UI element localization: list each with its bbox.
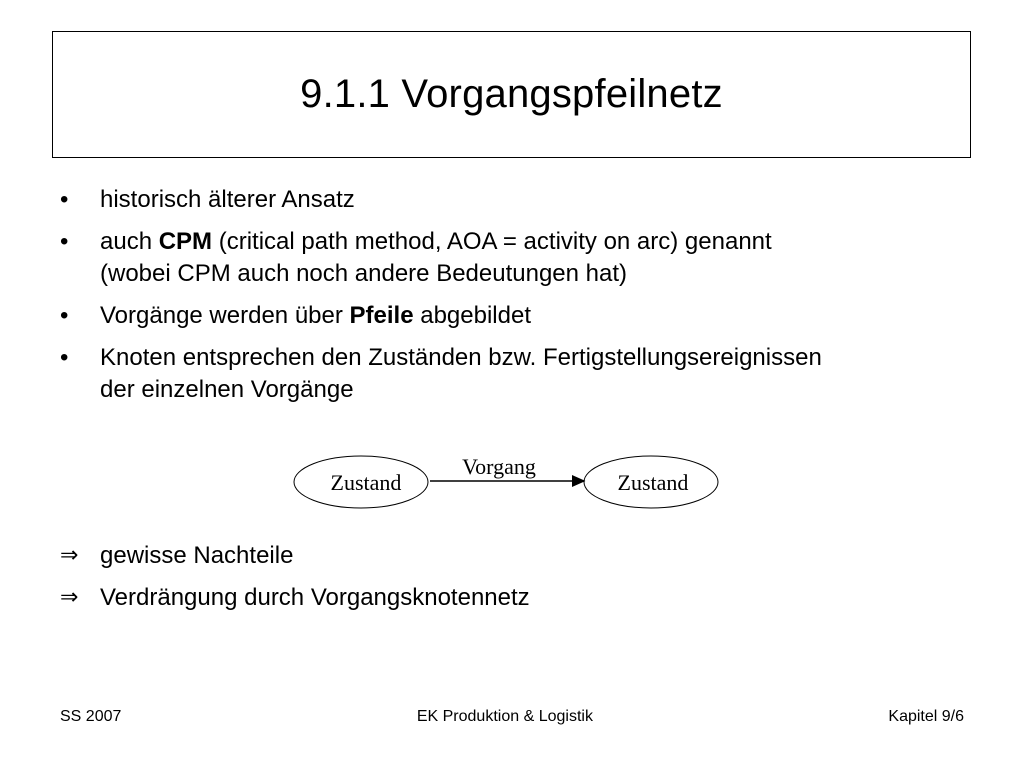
bullet-text: historisch älterer Ansatz bbox=[100, 186, 355, 213]
footer-semester: SS 2007 bbox=[60, 708, 122, 725]
bullet-text-pre: auch bbox=[100, 228, 159, 255]
slide-footer bbox=[60, 708, 964, 726]
implication-text: gewisse Nachteile bbox=[100, 542, 294, 569]
state-node-left-label: Zustand bbox=[330, 470, 402, 495]
implies-arrow-icon: ⇒ bbox=[60, 585, 79, 610]
bullet-text: Knoten entsprechen den Zuständen bzw. Fertigstellungsereignissen bbox=[100, 344, 822, 371]
bullet-symbol: • bbox=[60, 228, 69, 255]
bullet-text-bold: CPM bbox=[158, 228, 213, 255]
implication-list bbox=[60, 540, 960, 624]
footer-page: Kapitel 9/6 bbox=[888, 708, 964, 725]
slide-title: 9.1.1 Vorgangspfeilnetz bbox=[300, 72, 723, 116]
implication-item bbox=[60, 540, 960, 572]
bullet-text-line2: der einzelnen Vorgänge bbox=[100, 376, 354, 403]
bullet-text-bold: Pfeile bbox=[349, 302, 414, 329]
bullet-symbol: • bbox=[60, 302, 69, 329]
bullet-text-line2: (wobei CPM auch noch andere Bedeutungen hat) bbox=[100, 260, 628, 287]
bullet-symbol: • bbox=[60, 186, 69, 213]
bullet-symbol: • bbox=[60, 344, 69, 371]
implies-arrow-icon: ⇒ bbox=[60, 543, 79, 568]
activity-arrow-label: Vorgang bbox=[462, 454, 536, 479]
bullet-text-post: (critical path method, AOA = activity on arc) genannt bbox=[212, 228, 772, 255]
bullet-text-post: abgebildet bbox=[413, 302, 531, 329]
bullet-text-pre: Vorgänge werden über bbox=[100, 302, 350, 329]
implication-item bbox=[60, 582, 960, 614]
state-node-right-label: Zustand bbox=[617, 470, 689, 495]
implication-text: Verdrängung durch Vorgangsknotennetz bbox=[100, 584, 530, 611]
footer-course: EK Produktion & Logistik bbox=[416, 708, 593, 725]
